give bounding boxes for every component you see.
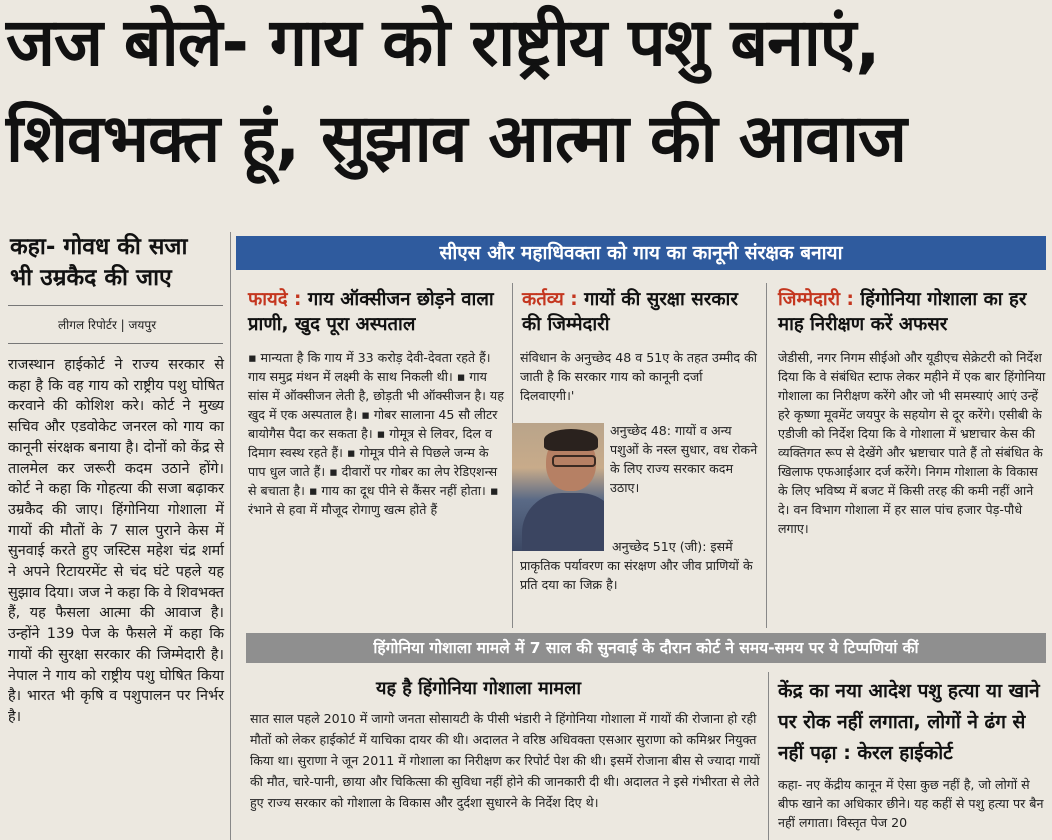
column-divider-3 (768, 672, 769, 840)
case-title: यह है हिंगोनिया गोशाला मामला (376, 678, 582, 699)
column-responsibility-title: हिंगोनिया गोशाला का हर माह निरीक्षण करें अफसर (778, 289, 1027, 335)
column-duty-head (522, 287, 758, 337)
article-51a-text: अनुच्छेद 51ए (जी): इसमें प्राकृतिक पर्यावरण का संरक्षण और जीव प्राणियों के प्रति दया का जिक्र है। (520, 539, 753, 592)
column-duty-intro-text: संविधान के अनुच्छेद 48 व 51ए के तहत उम्मीद की जाती है कि सरकार गाय को कानूनी दर्जा दिलवाएगी।' (520, 350, 758, 403)
column-benefits-head (248, 287, 498, 337)
article-48-text: अनुच्छेद 48: गायों व अन्य पशुओं के नस्ल सुधार, वध रोकने के लिए राज्य सरकार कदम उठाए। (610, 423, 758, 495)
headline-line-2: शिवभक्त हूं, सुझाव आत्मा की आवाज (6, 100, 906, 177)
column-duty-title: गायों की सुरक्षा सरकार की जिम्मेदारी (522, 289, 738, 335)
column-duty-art48 (610, 421, 760, 497)
sidebar-body-text: राजस्थान हाईकोर्ट ने राज्य सरकार से कहा है कि वह गाय को राष्ट्रीय पशु घोषित करवाने की कोशिश करे। कोर्ट ने मुख्य सचिव और एडवोकेट जनरल को गाय का कानूनी संरक्षक बनाया है। दोनों को केंद्र से तालमेल कर जरूरी कदम उठाने होंगे। कोर्ट ने कहा कि गोहत्या की सजा बढ़ाकर उम्रकैद की जाए। हिंगोनिया गोशाला में गायों की मौतों के 7 साल पुराने केस में सुनवाई करते हुए जस्टिस महेश चंद्र शर्मा ने अपने रिटायरमेंट से चंद घंटे पहले यह सुझाव दिया। जज ने कहा कि वे शिवभक्त हैं, यह फैसला आत्मा की आवाज है। उन्होंने 139 पेज के फैसले में कहा कि गायों की सुरक्षा सरकार की जिम्मेदारी है। नेपाल ने गाय को राष्ट्रीय पशु घोषित किया है। भारत भी कृषि व पशुपालन पर निर्भर है। (8, 357, 224, 725)
judge-photo (512, 423, 604, 551)
column-divider-left (230, 232, 231, 840)
column-benefits-title: गाय ऑक्सीजन छोड़ने वाला प्राणी, खुद पूरा अस्पताल (248, 289, 494, 335)
byline: लीगल रिपोर्टर | जयपुर (58, 318, 157, 332)
sidebar-subhead-line-2: भी उम्रकैद की जाए (10, 265, 172, 292)
case-body-text: सात साल पहले 2010 में जागो जनता सोसायटी के पीसी भंडारी ने हिंगोनिया गोशाला में गायों की रोजाना हो रही मौतों को लेकर हाईकोर्ट में याचिका दायर की थी। अदालत ने वरिष्ठ अधिवक्ता एसआर सुराणा को कमिश्नर नियुक्त किया था। सुराणा ने जून 2011 में गोशाला का निरीक्षण कर रिपोर्ट पेश की थी। इसमें रोजाना बीस से ज्यादा गायों की मौत, चारे-पानी, छाया और चिकित्सा की सुविधा नहीं होने की जानकारी दी थी। अदालत ने इसे गंभीरता से लेते हुए राज्य सरकार को गोशाला के विकास और दुर्दशा सुधारने के निर्देश दिए थे। (250, 711, 760, 810)
sidebar-subhead (10, 232, 225, 294)
column-responsibility-body (778, 348, 1046, 538)
column-responsibility-text: जेडीसी, नगर निगम सीईओ और यूडीएच सेक्रेटरी को निर्देश दिया कि वे संबंधित स्टाफ लेकर महीने में एक बार हिंगोनिया गोशाला का निरीक्षण करेंगे और जो भी समस्याएं आएं उन्हें हरे कृष्णा मूवमेंट जयपुर के सहयोग से दूर करेंगे। एसीबी के एडीजी को निर्देश दिया कि वे गोशाला में भ्रष्टाचार केस की व्यक्तिगत रूप से देखेंगे और भ्रष्टाचार पाते हैं तो संबंधित के खिलाफ एफआईआर दर्ज करेंगे। निगम गोशाला के विकास के लिए भविष्य में बजट में किसी तरह की कमी नहीं आने दे। वन विभाग गोशाला में हर साल पांच हजार पेड़-पौधे लगाए। (778, 350, 1046, 536)
column-duty-kicker: कर्तव्य : (522, 289, 578, 310)
column-benefits-text: ▪ मान्यता है कि गाय में 33 करोड़ देवी-देवता रहते हैं। गाय समुद्र मंथन में लक्ष्मी के साथ निकली थी। ▪ गाय सांस में ऑक्सीजन लेती है, छोड़ती भी ऑक्सीजन है। यह खुद में एक अस्पताल है। ▪ गोबर सालाना 45 सौ लीटर बायोगैस पैदा कर सकता है। ▪ गोमूत्र से लिवर, दिल व दिमाग स्वस्थ रहते हैं। ▪ गोमूत्र पीने से पिछले जन्म के पाप धुल जाते हैं। ▪ दीवारों पर गोबर का लेप रेडिएशन्स से बचाता है। ▪ गाय का दूध पीने से कैंसर नहीं होता। ▪ रंभाने से हवा में मौजूद रोगाणु खत्म होते हैं (248, 350, 504, 517)
sidebar-divider-top (8, 305, 223, 306)
sidebar-subhead-line-1: कहा- गोवध की सजा (10, 234, 188, 260)
column-benefits-kicker: फायदे : (248, 289, 302, 310)
case-body (250, 708, 762, 813)
column-benefits-body (248, 348, 506, 519)
column-duty-intro (520, 348, 760, 405)
main-banner: सीएस और महाधिवक्ता को गाय का कानूनी संरक्षक बनाया (236, 236, 1046, 270)
sidebar-body (8, 355, 224, 728)
column-duty-art51 (520, 537, 760, 594)
column-divider-2 (766, 283, 767, 628)
kerala-body-text: कहा- नए केंद्रीय कानून में ऐसा कुछ नहीं है, जो लोगों से बीफ खाने का अधिकार छीने। यह कहीं से पशु हत्या पर बैन नहीं लगाता। विस्तृत पेज 20 (778, 777, 1044, 830)
headline-line-1: जज बोले- गाय को राष्ट्रीय पशु बनाएं, (6, 4, 880, 81)
sidebar-divider-bottom (8, 343, 223, 344)
kerala-body (778, 775, 1048, 832)
column-responsibility-head (778, 287, 1046, 337)
sub-banner: हिंगोनिया गोशाला मामले में 7 साल की सुनवाई के दौरान कोर्ट ने समय-समय पर ये टिप्पणियां कीं (246, 633, 1046, 663)
kerala-head: केंद्र का नया आदेश पशु हत्या या खाने पर रोक नहीं लगाता, लोगों ने ढंग से नहीं पढ़ा : केरल हाईकोर्ट (778, 680, 1040, 764)
column-responsibility-kicker: जिम्मेदारी : (778, 289, 854, 310)
